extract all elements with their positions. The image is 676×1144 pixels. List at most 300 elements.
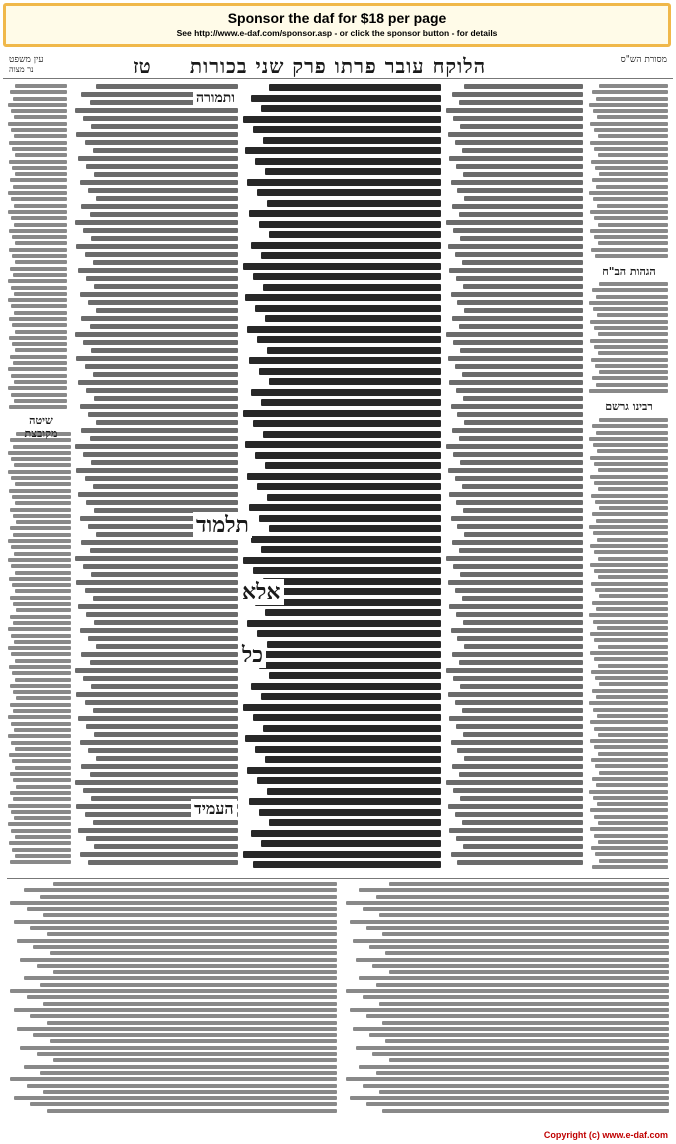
text-line [11, 564, 71, 568]
text-line [592, 376, 668, 380]
text-line [9, 317, 67, 321]
text-line [592, 288, 668, 292]
text-line [462, 148, 583, 153]
text-line [591, 582, 668, 586]
text-line [589, 301, 668, 305]
text-line [247, 620, 441, 627]
text-line [590, 720, 668, 724]
text-line [253, 861, 441, 868]
text-line [245, 147, 441, 154]
text-line [27, 907, 337, 911]
text-line [598, 664, 668, 668]
text-line [261, 105, 441, 112]
text-line [596, 695, 668, 699]
text-line [446, 668, 583, 673]
text-line [24, 1065, 338, 1069]
text-line [11, 128, 67, 132]
text-line [589, 525, 668, 529]
text-line [76, 468, 238, 473]
text-line [10, 526, 71, 530]
text-line [596, 185, 668, 189]
text-line [8, 734, 71, 738]
text-line [451, 740, 583, 745]
text-line [88, 860, 238, 865]
text-line [80, 404, 238, 409]
text-line [590, 563, 668, 567]
text-line [598, 241, 668, 245]
text-line [261, 546, 441, 553]
text-line [448, 356, 583, 361]
text-line [12, 759, 71, 763]
text-line [257, 630, 441, 637]
text-line [593, 796, 668, 800]
text-line [90, 436, 239, 441]
text-line [11, 109, 67, 113]
text-line [17, 1027, 337, 1031]
text-line [14, 728, 71, 732]
text-line [591, 358, 668, 362]
text-line [255, 158, 441, 165]
text-line [589, 613, 668, 617]
text-line [16, 608, 71, 612]
text-line [76, 356, 238, 361]
text-line [446, 556, 583, 561]
text-line [11, 457, 71, 461]
text-line [589, 103, 668, 107]
text-line [14, 1008, 337, 1012]
text-line [43, 913, 337, 917]
text-line [24, 888, 338, 892]
text-line [53, 1058, 337, 1062]
text-line [591, 846, 668, 850]
text-line [459, 436, 583, 441]
text-line [451, 180, 583, 185]
text-line [464, 532, 583, 537]
text-line [598, 487, 668, 491]
text-line [455, 476, 583, 481]
text-line [359, 976, 669, 980]
text-line [16, 785, 71, 789]
text-line [96, 756, 238, 761]
rashi-column [445, 84, 583, 874]
text-line [457, 188, 583, 193]
text-line [253, 567, 441, 574]
text-line [9, 160, 67, 164]
text-line [90, 660, 239, 665]
text-line [596, 431, 668, 435]
text-line [363, 907, 669, 911]
text-line [263, 284, 441, 291]
text-line [16, 696, 71, 700]
text-line [8, 822, 71, 826]
gemara-column [241, 84, 441, 874]
text-line [598, 821, 668, 825]
text-line [9, 405, 67, 409]
text-line [463, 172, 583, 177]
text-line [9, 336, 67, 340]
text-line [85, 364, 238, 369]
text-line [40, 983, 337, 987]
text-line [448, 132, 583, 137]
text-line [594, 147, 668, 151]
text-line [251, 242, 441, 249]
text-line [30, 926, 337, 930]
text-line [449, 604, 583, 609]
text-line [267, 641, 441, 648]
text-line [243, 851, 441, 858]
text-line [269, 672, 441, 679]
text-line [359, 1065, 669, 1069]
text-line [80, 740, 238, 745]
text-line [455, 588, 583, 593]
text-line [14, 463, 71, 467]
text-line [94, 396, 238, 401]
text-line [20, 958, 337, 962]
text-line [83, 788, 238, 793]
text-line [590, 141, 668, 145]
text-line [269, 525, 441, 532]
text-line [96, 644, 238, 649]
text-line [243, 410, 441, 417]
text-line [8, 804, 71, 808]
text-line [455, 812, 583, 817]
text-line [12, 495, 71, 499]
text-line [251, 683, 441, 690]
text-line [86, 164, 238, 169]
text-line [382, 1109, 669, 1113]
text-line [464, 196, 583, 201]
text-line [372, 1052, 669, 1056]
text-line [243, 263, 441, 270]
text-line [455, 700, 583, 705]
text-line [452, 764, 583, 769]
text-line [93, 148, 238, 153]
text-line [350, 920, 669, 924]
text-line [13, 621, 71, 625]
text-line [90, 548, 239, 553]
text-line [449, 156, 583, 161]
text-line [13, 533, 71, 537]
text-line [463, 620, 583, 625]
text-line [13, 514, 71, 518]
text-line [10, 703, 71, 707]
text-line [11, 829, 71, 833]
text-line [594, 326, 668, 330]
rabbeinu-gershom-column [588, 418, 668, 874]
text-line [253, 420, 441, 427]
text-line [596, 519, 668, 523]
text-line [448, 580, 583, 585]
text-line [53, 970, 337, 974]
text-line [9, 141, 67, 145]
text-line [75, 444, 238, 449]
text-line [449, 492, 583, 497]
text-line [269, 84, 441, 91]
text-line [591, 248, 668, 252]
tosafot-opening-word: ותמורה [193, 90, 238, 107]
text-line [463, 508, 583, 513]
text-line [10, 772, 71, 776]
text-line [452, 652, 583, 657]
text-line [14, 292, 67, 296]
text-line [86, 276, 238, 281]
text-line [249, 651, 441, 658]
text-line [382, 932, 669, 936]
text-line [251, 389, 441, 396]
text-line [456, 724, 583, 729]
text-line [47, 1021, 337, 1025]
text-line [446, 108, 583, 113]
text-line [11, 393, 67, 397]
text-line [50, 951, 337, 955]
text-line [16, 432, 71, 436]
text-line [595, 852, 668, 856]
text-line [464, 420, 583, 425]
text-line [453, 676, 583, 681]
copyright-footer[interactable]: Copyright (c) www.e-daf.com [543, 1130, 668, 1140]
text-line [14, 640, 71, 644]
text-line [257, 777, 441, 784]
text-line [10, 355, 67, 359]
text-line [88, 636, 238, 641]
text-line [91, 236, 238, 241]
text-line [8, 367, 67, 371]
text-line [269, 819, 441, 826]
text-line [11, 476, 71, 480]
text-line [27, 1084, 337, 1088]
text-line [267, 494, 441, 501]
text-line [259, 809, 441, 816]
text-line [14, 223, 67, 227]
talmud-page [3, 52, 673, 1126]
text-line [359, 888, 669, 892]
text-line [593, 443, 668, 447]
text-line [460, 348, 583, 353]
text-line [592, 865, 668, 869]
text-line [78, 156, 238, 161]
text-line [599, 418, 668, 422]
text-line [594, 834, 668, 838]
text-line [379, 1002, 669, 1006]
text-line [94, 620, 238, 625]
text-line [598, 752, 668, 756]
text-line [91, 348, 238, 353]
text-line [459, 324, 583, 329]
text-line [11, 634, 71, 638]
text-line [596, 783, 668, 787]
text-line [8, 558, 71, 562]
text-line [245, 735, 441, 742]
text-line [460, 572, 583, 577]
text-line [594, 462, 668, 466]
text-line [10, 596, 71, 600]
text-line [456, 388, 583, 393]
text-line [83, 676, 238, 681]
text-line [595, 500, 668, 504]
text-line [11, 722, 71, 726]
text-line [598, 468, 668, 472]
text-line [457, 524, 583, 529]
text-line [464, 644, 583, 649]
text-line [243, 704, 441, 711]
text-line [591, 494, 668, 498]
text-line [14, 816, 71, 820]
text-line [85, 252, 238, 257]
text-line [81, 316, 238, 321]
text-line [366, 926, 669, 930]
text-line [94, 844, 238, 849]
text-line [245, 441, 441, 448]
text-line [13, 797, 71, 801]
text-line [96, 308, 238, 313]
text-line [8, 279, 67, 283]
sponsor-banner-title: Sponsor the daf for $18 per page [227, 10, 447, 26]
text-line [599, 682, 668, 686]
text-line [592, 424, 668, 428]
text-line [12, 323, 67, 327]
text-line [448, 804, 583, 809]
ner-mitzvah-label: נר מצוה [9, 65, 34, 74]
text-line [592, 601, 668, 605]
text-line [12, 166, 67, 170]
page-title: הלוקח עובר פרתו פרק שני בכורות [189, 54, 487, 78]
text-line [80, 852, 238, 857]
text-line [451, 852, 583, 857]
text-line [598, 645, 668, 649]
text-line [13, 361, 67, 365]
text-line [15, 854, 71, 858]
haamid-word: העמיד [191, 799, 237, 819]
text-line [598, 134, 668, 138]
text-line [460, 460, 583, 465]
text-line [15, 501, 71, 505]
text-line [389, 1058, 669, 1062]
text-line [13, 97, 67, 101]
text-line [247, 326, 441, 333]
text-line [8, 103, 67, 107]
text-line [376, 1071, 669, 1075]
text-line [369, 945, 669, 949]
text-line [9, 489, 71, 493]
text-line [459, 772, 583, 777]
text-line [78, 492, 238, 497]
text-line [353, 939, 669, 943]
masoret-hashas-column [588, 84, 668, 264]
text-line [590, 808, 668, 812]
text-line [464, 308, 583, 313]
text-line [462, 260, 583, 265]
text-line [12, 848, 71, 852]
text-line [261, 399, 441, 406]
text-line [255, 452, 441, 459]
text-line [464, 756, 583, 761]
text-line [267, 347, 441, 354]
text-line [86, 724, 238, 729]
text-line [353, 1027, 669, 1031]
text-line [457, 300, 583, 305]
text-line [595, 764, 668, 768]
text-line [462, 820, 583, 825]
text-line [8, 715, 71, 719]
text-line [11, 810, 71, 814]
text-line [385, 1039, 669, 1043]
text-line [93, 820, 238, 825]
text-line [91, 684, 238, 689]
text-line [13, 690, 71, 694]
text-line [595, 254, 668, 258]
text-line [463, 284, 583, 289]
text-line [463, 732, 583, 737]
text-line [86, 388, 238, 393]
text-line [13, 602, 71, 606]
text-line [595, 364, 668, 368]
text-line [78, 268, 238, 273]
text-line [597, 449, 668, 453]
text-line [13, 709, 71, 713]
text-line [456, 500, 583, 505]
text-line [53, 882, 337, 886]
text-line [96, 420, 238, 425]
text-line [30, 1102, 337, 1106]
text-line [590, 632, 668, 636]
text-line [265, 168, 441, 175]
text-line [9, 841, 71, 845]
text-line [463, 396, 583, 401]
text-line [9, 753, 71, 757]
text-line [379, 1090, 669, 1094]
sponsor-banner-subtitle[interactable]: See http://www.e-daf.com/sponsor.asp - or click the sponsor button - for details [176, 28, 498, 38]
text-line [376, 983, 669, 987]
hagahot-habach-heading: הגהות הב"ח [591, 265, 667, 278]
header-rule [3, 78, 673, 79]
text-line [592, 777, 668, 781]
text-line [592, 178, 668, 182]
text-line [90, 772, 239, 777]
text-line [88, 748, 238, 753]
text-line [83, 228, 238, 233]
text-line [366, 1102, 669, 1106]
text-line [363, 995, 669, 999]
sponsor-banner[interactable] [3, 3, 671, 47]
text-line [599, 172, 668, 176]
text-line [259, 515, 441, 522]
text-line [593, 307, 668, 311]
text-line [11, 545, 71, 549]
text-line [598, 557, 668, 561]
text-line [96, 196, 238, 201]
text-line [15, 260, 67, 264]
text-line [10, 1077, 337, 1081]
text-line [597, 626, 668, 630]
text-line [599, 84, 668, 88]
text-line [453, 788, 583, 793]
text-line [15, 241, 67, 245]
text-line [366, 1014, 669, 1018]
text-line [589, 389, 668, 393]
text-line [8, 627, 71, 631]
text-line [43, 1002, 337, 1006]
kol-word: כל [239, 642, 266, 668]
text-line [81, 204, 238, 209]
text-line [12, 254, 67, 258]
text-line [75, 220, 238, 225]
text-line [350, 1096, 669, 1100]
text-line [598, 575, 668, 579]
text-line [597, 313, 668, 317]
text-line [453, 452, 583, 457]
text-line [15, 172, 67, 176]
text-line [267, 788, 441, 795]
